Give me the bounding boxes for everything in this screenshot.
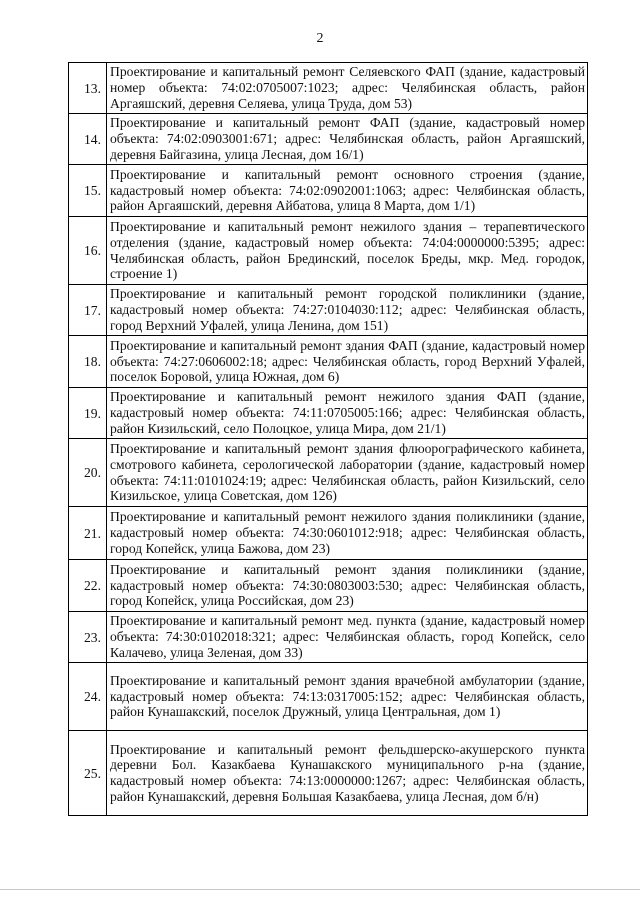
row-description: Проектирование и капитальный ремонт нежилого здания поликлиники (здание, кадастровый номер объекта: 74:30:0601012:918; адрес: Челябинская область, город Копейск, улица Бажова, дом 23) bbox=[107, 507, 588, 560]
table-row bbox=[69, 663, 588, 731]
row-number: 14. bbox=[69, 114, 107, 165]
table-row bbox=[69, 285, 588, 336]
row-description: Проектирование и капитальный ремонт Селяевского ФАП (здание, кадастровый номер объекта: 74:02:0705007:1023; адрес: Челябинская область, район Аргаяшский, деревня Селяева, улица Труда, дом 53) bbox=[107, 63, 588, 114]
row-description: Проектирование и капитальный ремонт здания врачебной амбулатории (здание, кадастровый номер объекта: 74:13:0317005:152; адрес: Челябинская область, район Кунашакский, поселок Дружный, улица Центральная, дом 1) bbox=[107, 663, 588, 731]
table-row bbox=[69, 217, 588, 285]
row-description: Проектирование и капитальный ремонт нежилого здания ФАП (здание, кадастровый номер объекта: 74:11:0705005:166; адрес: Челябинская область, район Кизильский, село Полоцкое, улица Мира, дом 21/1) bbox=[107, 388, 588, 439]
table-row bbox=[69, 63, 588, 114]
row-number: 24. bbox=[69, 663, 107, 731]
row-number: 13. bbox=[69, 63, 107, 114]
row-number: 20. bbox=[69, 439, 107, 507]
table-row bbox=[69, 731, 588, 816]
row-description: Проектирование и капитальный ремонт основного строения (здание, кадастровый номер объекта: 74:02:0902001:1063; адрес: Челябинская область, район Аргаяшский, деревня Айбатова, улица 8 Марта, дом 1/1) bbox=[107, 165, 588, 217]
table-row bbox=[69, 165, 588, 217]
row-number: 25. bbox=[69, 731, 107, 816]
table-row bbox=[69, 560, 588, 612]
row-number: 15. bbox=[69, 165, 107, 217]
row-description: Проектирование и капитальный ремонт фельдшерско-акушерского пункта деревни Бол. Казакбаева Кунашакского муниципального р-на (здание, кадастровый номер объекта: 74:13:0000000:1267; адрес: Челябинская область, район Кунашакский, деревня Большая Казакбаева, улица Лесная, дом б/н) bbox=[107, 731, 588, 816]
row-number: 16. bbox=[69, 217, 107, 285]
table-row bbox=[69, 336, 588, 388]
row-number: 22. bbox=[69, 560, 107, 612]
table-row bbox=[69, 439, 588, 507]
row-description: Проектирование и капитальный ремонт здания флюорографического кабинета, смотрового кабинета, серологической лаборатории (здание, кадастровый номер объекта: 74:11:0101024:19; адрес: Челябинская область, район Кизильский, село Кизильское, улица Советская, дом 126) bbox=[107, 439, 588, 507]
row-description: Проектирование и капитальный ремонт здания ФАП (здание, кадастровый номер объекта: 74:27:0606002:18; адрес: Челябинская область, город Верхний Уфалей, поселок Боровой, улица Южная, дом 6) bbox=[107, 336, 588, 388]
table-row bbox=[69, 114, 588, 165]
row-number: 17. bbox=[69, 285, 107, 336]
footer-divider bbox=[0, 889, 640, 890]
row-description: Проектирование и капитальный ремонт мед. пункта (здание, кадастровый номер объекта: 74:30:0102018:321; адрес: Челябинская область, город Копейск, село Калачево, улица Зеленая, дом 33) bbox=[107, 612, 588, 663]
row-description: Проектирование и капитальный ремонт ФАП (здание, кадастровый номер объекта: 74:02:0903001:671; адрес: Челябинская область, район Аргаяшский, деревня Байгазина, улица Лесная, дом 16/1) bbox=[107, 114, 588, 165]
table-row bbox=[69, 388, 588, 439]
row-number: 21. bbox=[69, 507, 107, 560]
row-description: Проектирование и капитальный ремонт городской поликлиники (здание, кадастровый номер объекта: 74:27:0104030:112; адрес: Челябинская область, город Верхний Уфалей, улица Ленина, дом 151) bbox=[107, 285, 588, 336]
row-description: Проектирование и капитальный ремонт здания поликлиники (здание, кадастровый номер объекта: 74:30:0803003:530; адрес: Челябинская область, город Копейск, улица Российская, дом 23) bbox=[107, 560, 588, 612]
page-number: 2 bbox=[316, 31, 324, 46]
table-row bbox=[69, 507, 588, 560]
table-row bbox=[69, 612, 588, 663]
items-table bbox=[68, 62, 588, 816]
row-number: 18. bbox=[69, 336, 107, 388]
row-number: 19. bbox=[69, 388, 107, 439]
row-number: 23. bbox=[69, 612, 107, 663]
row-description: Проектирование и капитальный ремонт нежилого здания – терапевтического отделения (здание, кадастровый номер объекта: 74:04:0000000:5395; адрес: Челябинская область, район Брединский, поселок Бреды, мкр. Мед. городок, строение 1) bbox=[107, 217, 588, 285]
